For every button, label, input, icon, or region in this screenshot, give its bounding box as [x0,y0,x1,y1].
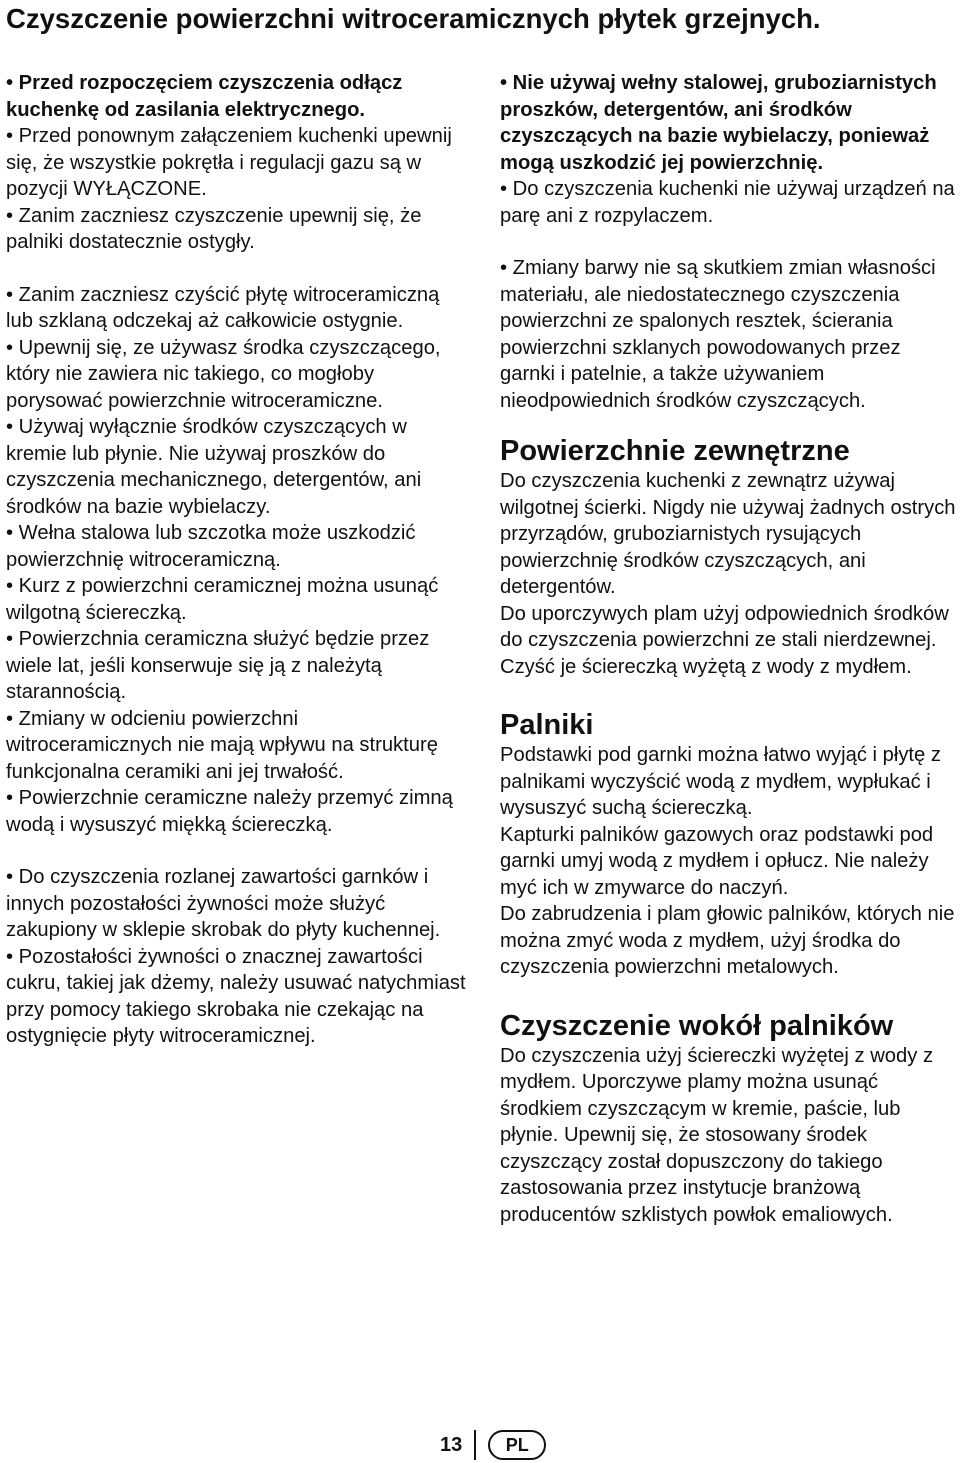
language-badge: PL [488,1430,546,1460]
paragraph-line: Czyść je ściereczką wyżętą z wody z mydłem. [500,655,912,678]
bullet-item: • Przed rozpoczęciem czyszczenia odłącz kuchenkę od zasilania elektrycznego. [6,72,403,121]
paragraph-line: Do uporczywych plam użyj odpowiednich środków do czyszczenia powierzchni ze stali nierdzewnej. [500,602,949,651]
paragraph-line: Do czyszczenia użyj ściereczki wyżętej z wody z mydłem. Uporczywe plamy można usunąć środkiem czyszczącym w kremie, paście, lub płynie. Upewnij się, że stosowany środek czyszczący został dopuszczony do takiego zastosowania przez instytucje branżową producentów szklistych powłok emaliowych. [500,1044,934,1226]
bullet-item: • Pozostałości żywności o znacznej zawartości cukru, takiej jak dżemy, należy usuwać natychmiast przy pomocy takiego skrobaka nie czekając na ostygnięcie płyty witroceramicznej. [6,945,466,1047]
page-title: Czyszczenie powierzchni witroceramicznych płytek grzejnych. [6,3,821,34]
bullet-item: • Do czyszczenia kuchenki nie używaj urządzeń na parę ani z rozpylaczem. [500,178,955,227]
left-group-2 [6,282,466,839]
bullet-item: • Wełna stalowa lub szczotka może uszkodzić powierzchnię witroceramiczną. [6,522,416,571]
bullet-item: • Zanim zaczniesz czyścić płytę witroceramiczną lub szklaną odczekaj aż całkowicie ostygnie. [6,283,440,332]
right-group-1 [500,70,960,229]
section-body-burners [500,742,960,981]
section-body-around-burners [500,1043,960,1229]
paragraph-line: Do zabrudzenia i plam głowic palników, których nie można zmyć woda z mydłem, użyj środka do czyszczenia powierzchni metalowych. [500,903,955,978]
right-group-2 [500,255,960,414]
bullet-item: • Zmiany barwy nie są skutkiem zmian własności materiału, ale niedostatecznego czyszczenia powierzchni ze spalonych resztek, ścierania powierzchni szklanych powodowanych przez garnki i patelnie, a także używaniem nieodpowiednich środków czyszczących. [500,257,936,412]
bullet-item: • Powierzchnie ceramiczne należy przemyć zimną wodą i wysuszyć miękką ściereczką. [6,787,453,836]
bullet-item: • Nie używaj wełny stalowej, gruboziarnistych proszków, detergentów, ani środków czyszczących na bazie wybielaczy, ponieważ mogą uszkodzić jej powierzchnię. [500,72,937,174]
bullet-item: • Do czyszczenia rozlanej zawartości garnków i innych pozostałości żywności może służyć zakupiony w sklepie skrobak do płyty kuchennej. [6,866,441,941]
bullet-item: • Przed ponownym załączeniem kuchenki upewnij się, że wszystkie pokrętła i regulacji gazu są w pozycji WYŁĄCZONE. [6,125,452,200]
bullet-item: • Używaj wyłącznie środków czyszczących w kremie lub płynie. Nie używaj proszków do czyszczenia mechanicznego, detergentów, ani środków na bazie wybielaczy. [6,416,422,518]
bullet-item: • Powierzchnia ceramiczna służyć będzie przez wiele lat, jeśli konserwuje się ją z należytą starannością. [6,628,430,703]
page-number: 13 [440,1433,463,1456]
bullet-item: • Kurz z powierzchni ceramicznej można usunąć wilgotną ściereczką. [6,575,439,624]
paragraph-line: Podstawki pod garnki można łatwo wyjąć i płytę z palnikami wyczyścić wodą z mydłem, wypłukać i wysuszyć suchą ściereczką. [500,744,941,819]
bullet-item: • Zmiany w odcieniu powierzchni witroceramicznych nie mają wpływu na strukturę funkcjonalna ceramiki ani jej trwałość. [6,707,438,783]
bullet-item: • Upewnij się, ze używasz środka czyszczącego, który nie zawiera nic takiego, co mogłoby porysować powierzchnie witroceramiczne. [6,336,441,412]
section-heading-burners: Palniki [500,709,594,741]
page-footer [440,1428,546,1462]
paragraph-line: Kapturki palników gazowych oraz podstawki pod garnki umyj wodą z mydłem i opłucz. Nie należy myć ich w zmywarce do naczyń. [500,823,934,899]
footer-divider [474,1430,476,1460]
section-heading-exterior: Powierzchnie zewnętrzne [500,435,850,467]
paragraph-line: Do czyszczenia kuchenki z zewnątrz używaj wilgotnej ścierki. Nigdy nie używaj żadnych ostrych przyrządów, gruboziarnistych rysujących powierzchnię środków czyszczących, ani detergentów. [500,470,956,598]
section-heading-around-burners: Czyszczenie wokół palników [500,1009,894,1042]
left-column [6,70,466,1050]
right-column [500,70,960,1228]
left-group-1 [6,70,466,256]
bullet-item: • Zanim zaczniesz czyszczenie upewnij się, że palniki dostatecznie ostygły. [6,204,422,253]
left-group-3 [6,864,466,1050]
section-body-exterior [500,468,960,680]
